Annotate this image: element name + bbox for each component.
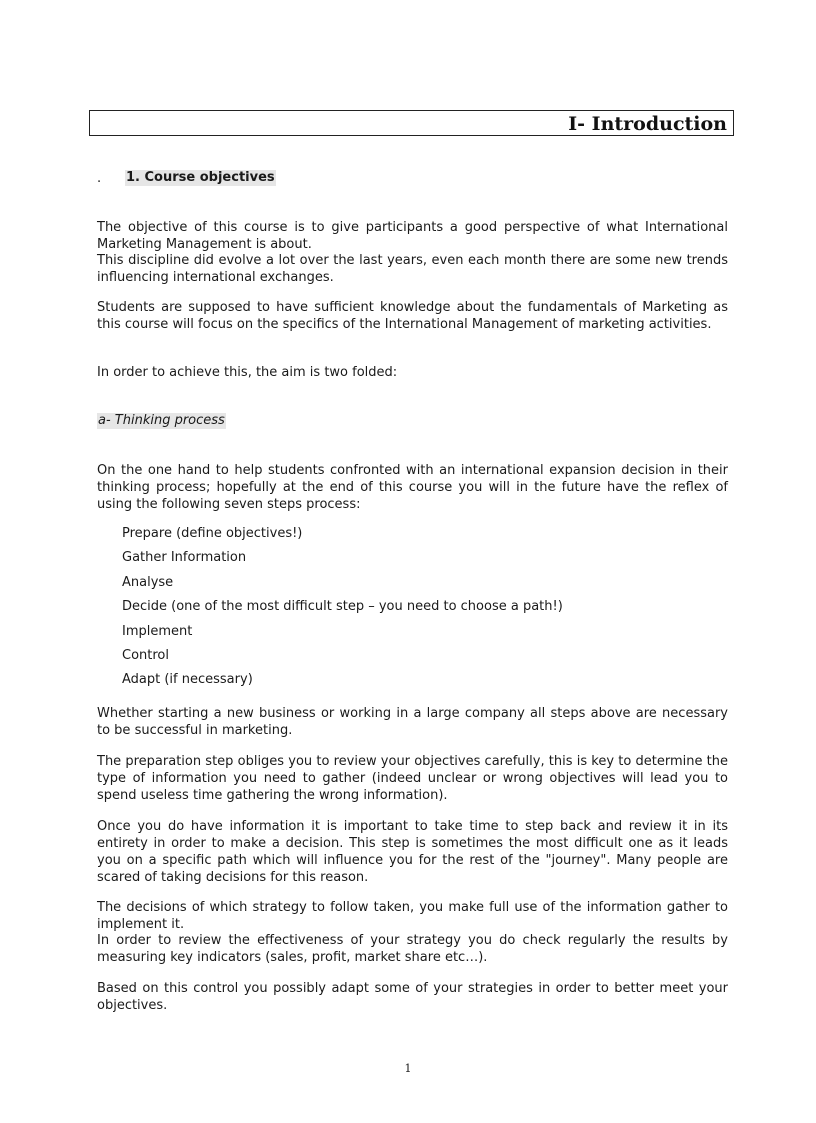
sub-heading-thinking-process: a- Thinking process [98,413,225,428]
step-item: Implement [122,623,193,639]
paragraph-objective: The objective of this course is to give participants a good perspective of what International Marketing Management is about. [97,220,728,252]
paragraph-whether: Whether starting a new business or working in a large company all steps above are necessary to be successful in marketing. [97,706,728,738]
paragraph-decisions: The decisions of which strategy to follow taken, you make full use of the information gather to implement it. [97,900,728,932]
step-item: Gather Information [122,550,247,566]
paragraph-control: Based on this control you possibly adapt some of your strategies in order to better meet your objectives. [97,981,728,1013]
steps-list [122,525,563,696]
paragraph-preparation: The preparation step obliges you to review your objectives carefully, this is key to determine the type of information you need to gather (indeed unclear or wrong objectives will lead you to spend useless time gathering the wrong information). [97,754,728,803]
step-item: Prepare (define objectives!) [122,526,303,541]
paragraph-thinking-process: On the one hand to help students confronted with an international expansion decision in their thinking process; hopefully at the end of this course you will in the future have the reflex of using the following seven steps process: [97,463,728,512]
paragraph-effectiveness: In order to review the effectiveness of your strategy you do check regularly the results by measuring key indicators (sales, profit, market share etc…). [97,933,728,965]
step-item: Adapt (if necessary) [122,672,253,688]
paragraph-information: Once you do have information it is important to take time to step back and review it in its entirety in order to make a decision. This step is sometimes the most difficult one as it leads you on a specific path which will influence you for the rest of the "journey". Many people are scared of taking decisions for this reason. [97,819,728,885]
step-item: Control [122,647,169,663]
step-item: Decide (one of the most difficult step – you need to choose a path!) [122,599,563,615]
paragraph-discipline: This discipline did evolve a lot over the last years, even each month there are some new trends influencing international exchanges. [97,253,728,285]
section-bullet: . [97,171,102,186]
section-heading: 1. Course objectives [126,170,275,185]
paragraph-prerequisites: Students are supposed to have sufficient knowledge about the fundamentals of Marketing as this course will focus on the specifics of the International Management of marketing activities. [97,300,728,332]
chapter-title-box [89,110,734,136]
chapter-title: I- Introduction [568,113,727,135]
paragraph-aim: In order to achieve this, the aim is two folded: [97,365,398,380]
step-item: Analyse [122,574,174,590]
page-number: 1 [404,1062,412,1075]
